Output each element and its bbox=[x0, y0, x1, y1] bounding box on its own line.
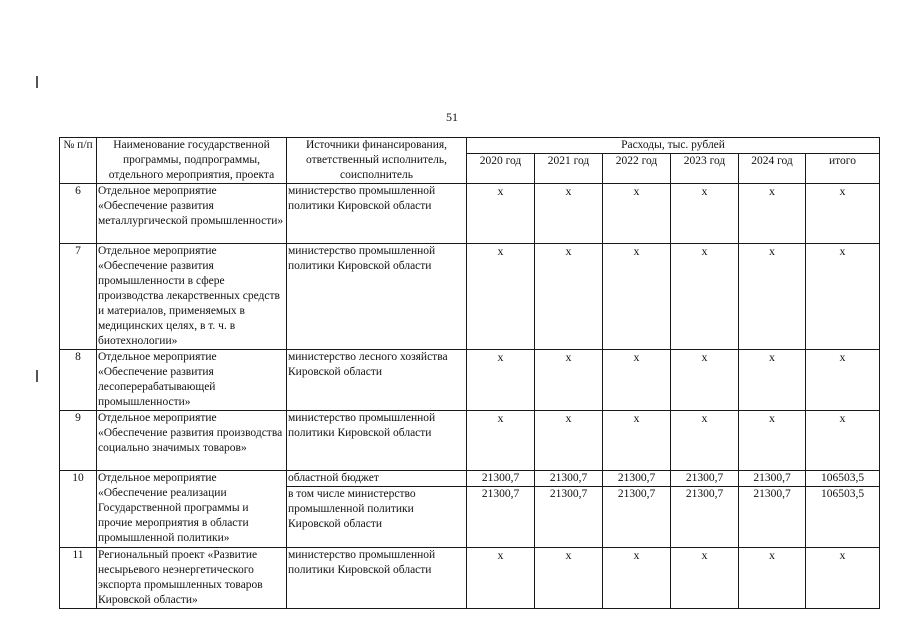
row-source: министерство лесного хозяйства Кировской области bbox=[287, 350, 467, 411]
value-cell: x bbox=[467, 411, 535, 471]
row-source: в том числе министерство промышленной политики Кировской области bbox=[287, 487, 467, 548]
header-year-2022: 2022 год bbox=[603, 154, 671, 184]
value-cell: x bbox=[603, 548, 671, 609]
table-row bbox=[60, 548, 880, 609]
table-row bbox=[60, 244, 880, 350]
table-row bbox=[60, 471, 880, 487]
expenses-table bbox=[59, 137, 880, 609]
value-cell: 21300,7 bbox=[739, 471, 806, 487]
header-name: Наименование государственной программы, подпрограммы, отдельного мероприятия, проекта bbox=[97, 138, 287, 184]
value-cell: 21300,7 bbox=[739, 487, 806, 548]
row-number: 10 bbox=[60, 471, 97, 548]
header-year-2023: 2023 год bbox=[671, 154, 739, 184]
table-row bbox=[60, 184, 880, 244]
value-cell: 21300,7 bbox=[467, 487, 535, 548]
row-source: министерство промышленной политики Кировской области bbox=[287, 184, 467, 244]
value-cell: 21300,7 bbox=[671, 471, 739, 487]
row-name: Отдельное мероприятие «Обеспечение развития промышленности в сфере производства лекарственных средств и материалов, применяемых в медицинских целях, в т. ч. в биотехнологии» bbox=[97, 244, 287, 350]
row-source: министерство промышленной политики Кировской области bbox=[287, 548, 467, 609]
row-number: 7 bbox=[60, 244, 97, 350]
row-name: Отдельное мероприятие «Обеспечение развития лесоперерабатывающей промышленности» bbox=[97, 350, 287, 411]
value-cell: 106503,5 bbox=[806, 471, 880, 487]
value-cell: x bbox=[806, 411, 880, 471]
value-cell: x bbox=[535, 184, 603, 244]
row-number: 8 bbox=[60, 350, 97, 411]
value-cell: 21300,7 bbox=[603, 471, 671, 487]
row-source: министерство промышленной политики Кировской области bbox=[287, 244, 467, 350]
value-cell: 21300,7 bbox=[671, 487, 739, 548]
value-cell: x bbox=[739, 244, 806, 350]
row-name: Отдельное мероприятие «Обеспечение реализации Государственной программы и прочие мероприятия в области промышленной политики» bbox=[97, 471, 287, 548]
value-cell: x bbox=[467, 548, 535, 609]
value-cell: x bbox=[806, 184, 880, 244]
header-year-2024: 2024 год bbox=[739, 154, 806, 184]
header-source: Источники финансирования, ответственный исполнитель, соисполнитель bbox=[287, 138, 467, 184]
value-cell: 21300,7 bbox=[535, 487, 603, 548]
table-row bbox=[60, 350, 880, 411]
header-expenses: Расходы, тыс. рублей bbox=[467, 138, 880, 154]
value-cell: x bbox=[739, 184, 806, 244]
value-cell: 21300,7 bbox=[603, 487, 671, 548]
header-year-2021: 2021 год bbox=[535, 154, 603, 184]
row-number: 9 bbox=[60, 411, 97, 471]
value-cell: x bbox=[739, 411, 806, 471]
value-cell: 21300,7 bbox=[535, 471, 603, 487]
value-cell: x bbox=[467, 350, 535, 411]
value-cell: x bbox=[671, 548, 739, 609]
value-cell: x bbox=[535, 411, 603, 471]
value-cell: x bbox=[806, 350, 880, 411]
value-cell: 106503,5 bbox=[806, 487, 880, 548]
row-name: Отдельное мероприятие «Обеспечение развития металлургической промышленности» bbox=[97, 184, 287, 244]
value-cell: x bbox=[535, 244, 603, 350]
value-cell: x bbox=[671, 244, 739, 350]
value-cell: x bbox=[739, 548, 806, 609]
scan-margin-mark-top bbox=[36, 76, 38, 88]
row-source: областной бюджет bbox=[287, 471, 467, 487]
value-cell: x bbox=[603, 411, 671, 471]
row-name: Региональный проект «Развитие несырьевого неэнергетического экспорта промышленных товаров Кировской области» bbox=[97, 548, 287, 609]
value-cell: x bbox=[467, 244, 535, 350]
value-cell: x bbox=[671, 350, 739, 411]
header-year-2020: 2020 год bbox=[467, 154, 535, 184]
value-cell: x bbox=[603, 184, 671, 244]
value-cell: x bbox=[535, 350, 603, 411]
row-number: 11 bbox=[60, 548, 97, 609]
value-cell: x bbox=[603, 350, 671, 411]
value-cell: x bbox=[739, 350, 806, 411]
page-number: 51 bbox=[446, 110, 458, 124]
table-row bbox=[60, 411, 880, 471]
value-cell: 21300,7 bbox=[467, 471, 535, 487]
row-source: министерство промышленной политики Кировской области bbox=[287, 411, 467, 471]
value-cell: x bbox=[467, 184, 535, 244]
value-cell: x bbox=[671, 184, 739, 244]
value-cell: x bbox=[806, 548, 880, 609]
value-cell: x bbox=[603, 244, 671, 350]
row-name: Отдельное мероприятие «Обеспечение развития производства социально значимых товаров» bbox=[97, 411, 287, 471]
value-cell: x bbox=[806, 244, 880, 350]
value-cell: x bbox=[535, 548, 603, 609]
row-number: 6 bbox=[60, 184, 97, 244]
scan-margin-mark-middle bbox=[36, 370, 38, 382]
header-num: № п/п bbox=[60, 138, 97, 184]
header-total: итого bbox=[806, 154, 880, 184]
value-cell: x bbox=[671, 411, 739, 471]
